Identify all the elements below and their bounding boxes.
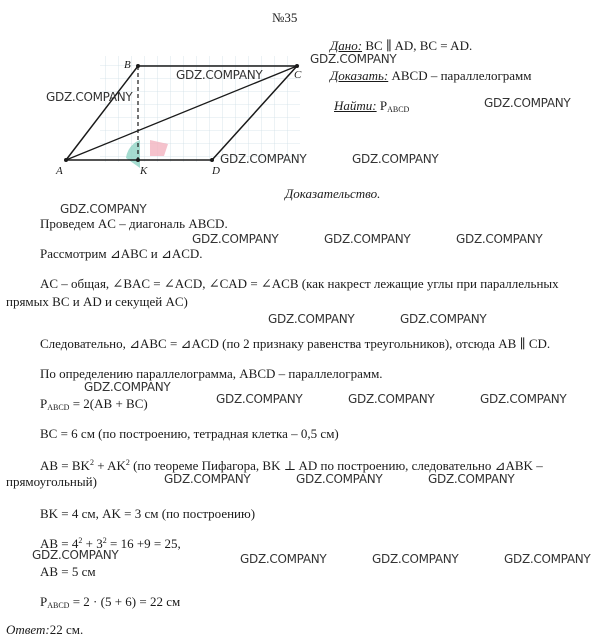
watermark: GDZ.COMPANY xyxy=(192,232,279,246)
proof-line-5: По определению параллелограмма, ABCD – параллелограмм. xyxy=(40,366,383,381)
bc-line: BC = 6 см (по построению, тетрадная клетка – 0,5 см) xyxy=(40,426,339,441)
label-a: A xyxy=(56,165,63,177)
point-a xyxy=(64,158,68,162)
ab-result-line: AB = 5 см xyxy=(40,564,96,579)
watermark: GDZ.COMPANY xyxy=(310,52,397,66)
watermark: GDZ.COMPANY xyxy=(372,552,459,566)
proof-line-1: Проведем AC – диагональ ABCD. xyxy=(40,216,228,231)
watermark: GDZ.COMPANY xyxy=(164,472,251,486)
proof-line-2: Рассмотрим ⊿ABC и ⊿ACD. xyxy=(40,246,203,261)
perimeter-formula-rest: = 2(AB + BC) xyxy=(69,396,148,411)
pythagoras-a: AB = BK xyxy=(40,458,90,473)
prove-label: Доказать: xyxy=(330,68,389,83)
watermark: GDZ.COMPANY xyxy=(348,392,435,406)
answer-text: 22 см. xyxy=(49,622,84,637)
label-b: B xyxy=(124,59,131,71)
given-label: Дано: xyxy=(330,38,363,53)
proof-line-3a: AC – общая, ∠BAC = ∠ACD, ∠CAD = ∠ACB (как накрест лежащие углы при параллельных xyxy=(40,276,559,291)
watermark: GDZ.COMPANY xyxy=(220,152,307,166)
pythagoras-sup-2: 2 xyxy=(125,458,130,467)
watermark: GDZ.COMPANY xyxy=(240,552,327,566)
find-subscript: ABCD xyxy=(387,105,410,114)
ab-squared-b: + 3 xyxy=(82,536,103,551)
answer-label: Ответ: xyxy=(6,622,50,637)
pythagoras-sup-1: 2 xyxy=(89,458,94,467)
watermark: GDZ.COMPANY xyxy=(296,472,383,486)
bk-ak-line: BK = 4 см, AK = 3 см (по построению) xyxy=(40,506,256,521)
proof-heading: Доказательство. xyxy=(285,186,381,201)
watermark: GDZ.COMPANY xyxy=(484,96,571,110)
perimeter-subscript: ABCD xyxy=(47,403,70,412)
perimeter-formula xyxy=(40,396,148,412)
watermark: GDZ.COMPANY xyxy=(480,392,567,406)
watermark: GDZ.COMPANY xyxy=(60,202,147,216)
find-p: P xyxy=(379,98,388,113)
point-k xyxy=(136,158,140,162)
pythagoras-b: + AK xyxy=(93,458,126,473)
label-d: D xyxy=(212,165,220,177)
proof-line-4: Следовательно, ⊿ABC = ⊿ACD (по 2 признаку равенства треугольников), отсюда AB ∥ CD. xyxy=(40,336,551,351)
problem-number: №35 xyxy=(272,10,298,25)
given-text: BC ∥ AD, BC = AD. xyxy=(365,38,473,53)
point-c xyxy=(295,64,299,68)
watermark: GDZ.COMPANY xyxy=(84,380,171,394)
watermark: GDZ.COMPANY xyxy=(456,232,543,246)
prove-text: ABCD – параллелограмм xyxy=(391,68,532,83)
watermark: GDZ.COMPANY xyxy=(176,68,263,82)
watermark: GDZ.COMPANY xyxy=(504,552,591,566)
point-d xyxy=(210,158,214,162)
watermark: GDZ.COMPANY xyxy=(428,472,515,486)
find-line xyxy=(334,98,409,114)
watermark: GDZ.COMPANY xyxy=(324,232,411,246)
ab-squared-sup-2: 2 xyxy=(102,536,107,545)
watermark: GDZ.COMPANY xyxy=(46,90,133,104)
perimeter-p: P xyxy=(40,396,48,411)
watermark: GDZ.COMPANY xyxy=(268,312,355,326)
answer-line xyxy=(6,622,83,638)
label-c: C xyxy=(294,69,302,81)
find-label: Найти: xyxy=(334,98,377,113)
label-k: K xyxy=(140,165,148,177)
watermark: GDZ.COMPANY xyxy=(400,312,487,326)
perimeter-result-line xyxy=(40,594,180,610)
pythagoras-line-cont: прямоугольный) xyxy=(6,474,97,489)
ab-squared-sup-1: 2 xyxy=(78,536,83,545)
proof-line-3b: прямых BC и AD и секущей AC) xyxy=(6,294,188,309)
ab-squared-a: AB = 4 xyxy=(40,536,79,551)
perimeter-result-p: P xyxy=(40,594,48,609)
prove-line xyxy=(330,68,532,84)
point-b xyxy=(136,64,140,68)
perimeter-result-subscript: ABCD xyxy=(47,601,70,610)
watermark: GDZ.COMPANY xyxy=(216,392,303,406)
pythagoras-c: (по теореме Пифагора, BK ⊥ AD по построению, следовательно ⊿ABK – xyxy=(129,458,543,473)
perimeter-result-rest: = 2 · (5 + 6) = 22 см xyxy=(69,594,181,609)
ab-squared-c: = 16 +9 = 25, xyxy=(106,536,181,551)
watermark: GDZ.COMPANY xyxy=(352,152,439,166)
watermark: GDZ.COMPANY xyxy=(32,548,119,562)
